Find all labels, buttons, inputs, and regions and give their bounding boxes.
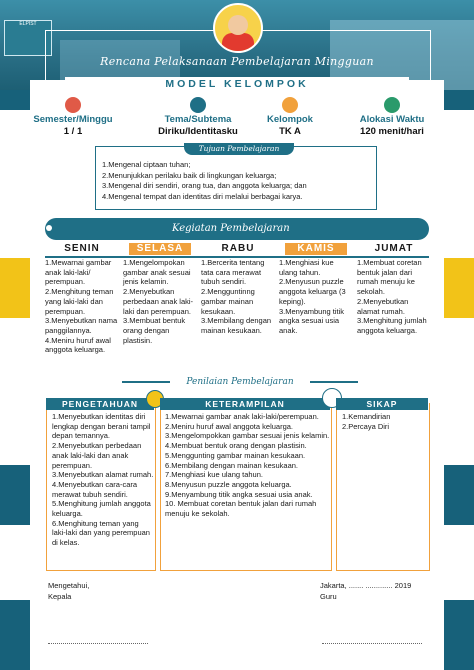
- list-item: 1.Menghiasi kue ulang tahun.: [279, 258, 334, 277]
- model-label: MODEL KELOMPOK: [65, 77, 409, 91]
- day-activities-rabu: [201, 258, 275, 336]
- divider: [310, 381, 358, 383]
- tujuan-list: [102, 160, 372, 202]
- calendar-icon: [65, 97, 81, 113]
- signature-text: Kepala: [48, 592, 72, 601]
- pengetahuan-list: [52, 412, 154, 548]
- nip-right: NIP.: [322, 649, 336, 658]
- list-item: 2.Menyusun puzzle anggota keluarga (3 keping).: [279, 277, 346, 306]
- list-item: 3.Menyebutkan nama panggilannya.: [45, 316, 118, 335]
- list-item: 2.Menyebutkan perbedaan anak laki-laki dan perempuan.: [123, 287, 194, 316]
- day-header-rabu: RABU: [221, 243, 255, 254]
- list-item: 3.Menyebutkan alamat rumah.: [52, 470, 154, 480]
- day-header-selasa: SELASA: [129, 243, 191, 255]
- tujuan-title: Tujuan Pembelajaran: [184, 143, 294, 155]
- day-activities-jumat: [357, 258, 431, 336]
- info-value: Diriku/Identitasku: [158, 126, 238, 137]
- list-item: 9.Menyambung titik angka sesuai usia anak.: [165, 489, 313, 499]
- clock-icon: [384, 97, 400, 113]
- day-activities-senin: [45, 258, 119, 355]
- kegiatan-title: Kegiatan Pembelajaran: [45, 218, 429, 240]
- list-item: 3.Menghitung jumlah anggota keluarga.: [357, 316, 427, 335]
- pengetahuan-title: PENGETAHUAN: [46, 398, 154, 410]
- signature-text: Guru: [320, 592, 337, 601]
- info-value: 1 / 1: [63, 126, 83, 137]
- list-item: 3.Membuat bentuk orang dengan plastisin.: [123, 316, 186, 345]
- list-item: 1.Menyebutkan identitas diri lengkap dengan berani tampil depan temannya.: [52, 412, 151, 441]
- list-item: 6.Menghitung teman yang laki-laki dan yang perempuan di kelas.: [52, 518, 150, 548]
- page-title: Rencana Pelaksanaan Pembelajaran Mingguan: [100, 55, 374, 68]
- divider: [122, 381, 170, 383]
- info-label: Alokasi Waktu: [359, 114, 425, 125]
- signature-left: [48, 580, 89, 602]
- bullet-dot: [46, 225, 52, 231]
- info-value: TK A: [279, 126, 301, 137]
- sikap-list: [342, 412, 428, 431]
- list-item: 3.Menyambung titik angka sesuai usia anak.: [279, 306, 345, 335]
- info-label: Kelompok: [267, 114, 313, 125]
- day-header-jumat: JUMAT: [374, 243, 414, 254]
- list-item: 1.Membuat coretan bentuk jalan dari rumah menuju ke sekolah.: [357, 258, 422, 297]
- list-item: 1.Mewarnai gambar anak laki-laki/ perempuan.: [45, 258, 112, 287]
- signature-text: Jakarta, ....... ............. 2019: [320, 581, 412, 590]
- list-item: 2.Mengguntinng gambar mainan kesukaan.: [201, 287, 255, 316]
- penilaian-title: Penilaian Pembelajaran: [186, 377, 294, 387]
- sikap-title: SIKAP: [336, 398, 428, 410]
- list-item: 2.Menyebutkan alamat rumah.: [357, 296, 409, 316]
- signature-line: [48, 643, 148, 644]
- list-item: 3.Membilang dengan mainan kesukaan.: [201, 316, 272, 335]
- signature-text: Mengetahui,: [48, 581, 90, 590]
- day-header-kamis: KAMIS: [285, 243, 347, 255]
- list-item: 2.Meniru huruf awal anggota keluarga.: [165, 421, 293, 431]
- list-item: 1.Mewarnai gambar anak laki-laki/perempuan.: [165, 412, 319, 421]
- list-item: 3.Mengenal diri sendiri, orang tua, dan anggota keluarga; dan: [102, 181, 307, 190]
- list-item: 5.Menghitung jumlah anggota keluarga.: [52, 499, 151, 519]
- list-item: 8.Menyusun puzzle anggota keluarga.: [165, 479, 292, 489]
- group-icon: [282, 97, 298, 113]
- list-item: 1.Bercerita tentang tata cara merawat tubuh sendiri.: [201, 258, 265, 287]
- keterampilan-list: [165, 412, 330, 519]
- theme-icon: [190, 97, 206, 113]
- banner-sign: ELPIST: [4, 20, 52, 56]
- list-item: 4.Mengenal tempat dan identitas diri melalui berbagai karya.: [102, 191, 303, 201]
- day-header-senin: SENIN: [64, 243, 100, 254]
- list-item: 1.Mengelompokan gambar anak sesuai jenis kelamin.: [123, 258, 191, 287]
- list-item: 2.Percaya Diri: [342, 421, 390, 431]
- signature-line: [322, 643, 422, 644]
- day-activities-selasa: [123, 258, 197, 345]
- list-item: 2.Menghitung teman yang laki-laki dan perempuan.: [45, 287, 114, 316]
- keterampilan-title: KETERAMPILAN: [160, 398, 330, 410]
- list-item: 6.Membilang dengan mainan kesukaan.: [165, 460, 299, 470]
- list-item: 3.Mengelompokkan gambar sesuai jenis kelamin.: [165, 431, 330, 441]
- list-item: 4.Menyebutkan cara-cara merawat tubuh sendiri.: [52, 479, 138, 499]
- list-item: 2.Menunjukkan perilaku baik di lingkungan keluarga;: [102, 170, 277, 180]
- list-item: 1.Kemandirian: [342, 412, 391, 421]
- nip-left: NIP.: [48, 649, 62, 658]
- list-item: 4.Membuat bentuk orang dengan plastisin.: [165, 441, 307, 451]
- info-value: 120 menit/hari: [360, 126, 424, 137]
- list-item: 4.Meniru huruf awal anggota keluarga.: [45, 335, 111, 355]
- list-item: 2.Menyebutkan perbedaan anak laki-laki dan anak perempuan.: [52, 441, 142, 470]
- info-label: Semester/Minggu: [33, 114, 113, 125]
- child-photo: [213, 3, 263, 53]
- list-item: 1.Mengenal ciptaan tuhan;: [102, 160, 191, 169]
- info-label: Tema/Subtema: [164, 114, 232, 125]
- signature-right: [320, 580, 411, 602]
- list-item: 10. Membuat coretan bentuk jalan dari rumah menuju ke sekolah.: [165, 499, 317, 519]
- list-item: 5.Menggunting gambar mainan kesukaan.: [165, 450, 306, 460]
- day-activities-kamis: [279, 258, 353, 336]
- list-item: 7.Menghiasi kue ulang tahun.: [165, 470, 263, 480]
